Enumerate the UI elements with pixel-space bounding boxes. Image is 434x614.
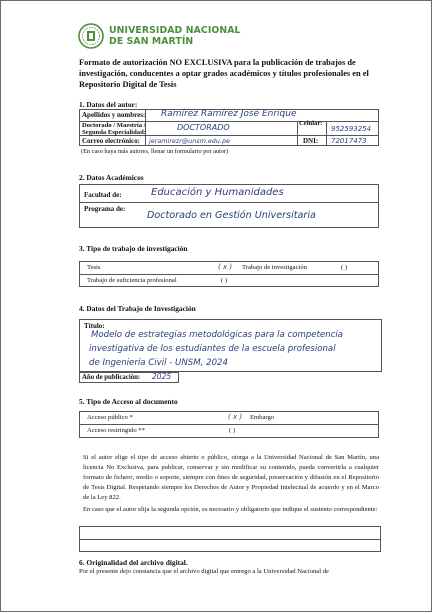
section5-heading: 5. Tipo de Acceso al documento bbox=[79, 397, 178, 406]
research-title-label: Título: bbox=[84, 322, 105, 330]
option-sufficiency-label: Trabajo de suficiencia profesional bbox=[87, 277, 177, 284]
university-seal-icon bbox=[78, 23, 104, 49]
embargo-label: Embargo bbox=[250, 414, 275, 421]
degree-label-line2: Segunda Especialidad: bbox=[82, 129, 146, 136]
dni-value: 72017473 bbox=[331, 137, 367, 145]
email-label: Correo electrónico: bbox=[82, 137, 140, 145]
access-restricted-label: Acceso restringido ** bbox=[87, 427, 145, 434]
author-note: (En caso haya más autores, llenar un formulario por autor) bbox=[81, 148, 229, 155]
section1-heading: 1. Datos del autor: bbox=[79, 100, 138, 109]
faculty-label: Facultad de: bbox=[84, 191, 122, 199]
section6-heading: 6. Originalidad del archivo digital. bbox=[79, 558, 188, 567]
author-table-divider bbox=[297, 121, 298, 146]
section3-heading: 3. Tipo de trabajo de investigación bbox=[79, 244, 188, 253]
option-tesis-label: Tesis bbox=[87, 264, 101, 271]
program-value: Doctorado en Gestión Universitaria bbox=[147, 210, 316, 221]
section2-heading: 2. Datos Académicos bbox=[79, 173, 144, 182]
document-title: Formato de autorización NO EXCLUSIVA para la publicación de trabajos de investigación, conducentes a optar grados académicos y títulos profesionales en el Repositorio Digital de Tesis bbox=[79, 58, 369, 89]
access-table-divider bbox=[79, 424, 379, 425]
originality-paragraph: Por el presente dejo constancia que el archivo digital que entrego a la Universidad Nacional de bbox=[79, 568, 329, 575]
university-name-line2: DE SAN MARTÍN bbox=[109, 36, 194, 47]
access-public-mark[interactable]: ( x ) bbox=[228, 413, 243, 421]
university-name-line1: UNIVERSIDAD NACIONAL bbox=[109, 25, 241, 36]
section4-heading: 4. Datos del Trabajo de Investigación bbox=[79, 304, 196, 313]
option-tesis-mark[interactable]: ( x ) bbox=[218, 263, 233, 271]
faculty-value: Educación y Humanidades bbox=[151, 187, 284, 198]
research-title-line1: Modelo de estrategias metodológicas para la competencia bbox=[91, 330, 344, 340]
program-label: Programa de: bbox=[84, 205, 126, 213]
degree-label bbox=[82, 122, 146, 136]
work-type-divider bbox=[79, 274, 379, 275]
access-public-label: Acceso público * bbox=[87, 414, 133, 421]
license-paragraph: Si el autor elige el tipo de acceso abierto o público, otorga a la Universidad Nacional de San Martín, una licencia No Exclusiva, para publicar, conservar y sin modificar su contenido, pueda convertirla a cualquier formato de fichero, medio o soporte, siempre con fines de seguridad, preservación y difusión en el Repositorio de Tesis Digital. Respetando siempre los Derechos de Autor y Propiedad Intelectual de acuerdo y en el Marco de la Ley 822. bbox=[83, 454, 379, 501]
option-research-mark[interactable]: ( ) bbox=[341, 264, 348, 271]
justification-box-divider bbox=[79, 539, 381, 540]
option-sufficiency-mark[interactable]: ( ) bbox=[221, 277, 228, 284]
author-name-value: Ramírez Ramírez José Enrique bbox=[161, 109, 297, 119]
cell-label: Celular: bbox=[299, 120, 323, 127]
justification-paragraph: En caso que el autor elija la segunda opción, es necesario y obligatorio que indique el sustento correspondiente: bbox=[83, 506, 378, 513]
option-research-label: Trabajo de investigación bbox=[242, 264, 307, 271]
research-title-line3: de Ingeniería Civil - UNSM, 2024 bbox=[89, 358, 228, 368]
author-name-label: Apellidos y nombres: bbox=[82, 111, 146, 119]
embargo-mark[interactable]: ( ) bbox=[229, 427, 236, 434]
degree-label-line1: Doctorado / Maestría / bbox=[82, 122, 146, 129]
email-value: jeramirezr@unsm.edu.pe bbox=[149, 137, 230, 145]
degree-value: DOCTORADO bbox=[177, 123, 230, 132]
year-value: 2025 bbox=[152, 372, 172, 381]
cell-value: 952593254 bbox=[331, 125, 372, 133]
author-table-divider bbox=[326, 121, 327, 146]
year-label: Año de publicación: bbox=[82, 374, 141, 381]
university-name bbox=[109, 25, 241, 47]
research-title-line2: investigativa de los estudiantes de la escuela profesional bbox=[89, 344, 336, 354]
academic-table-divider bbox=[79, 202, 379, 203]
dni-label: DNI: bbox=[303, 137, 319, 145]
